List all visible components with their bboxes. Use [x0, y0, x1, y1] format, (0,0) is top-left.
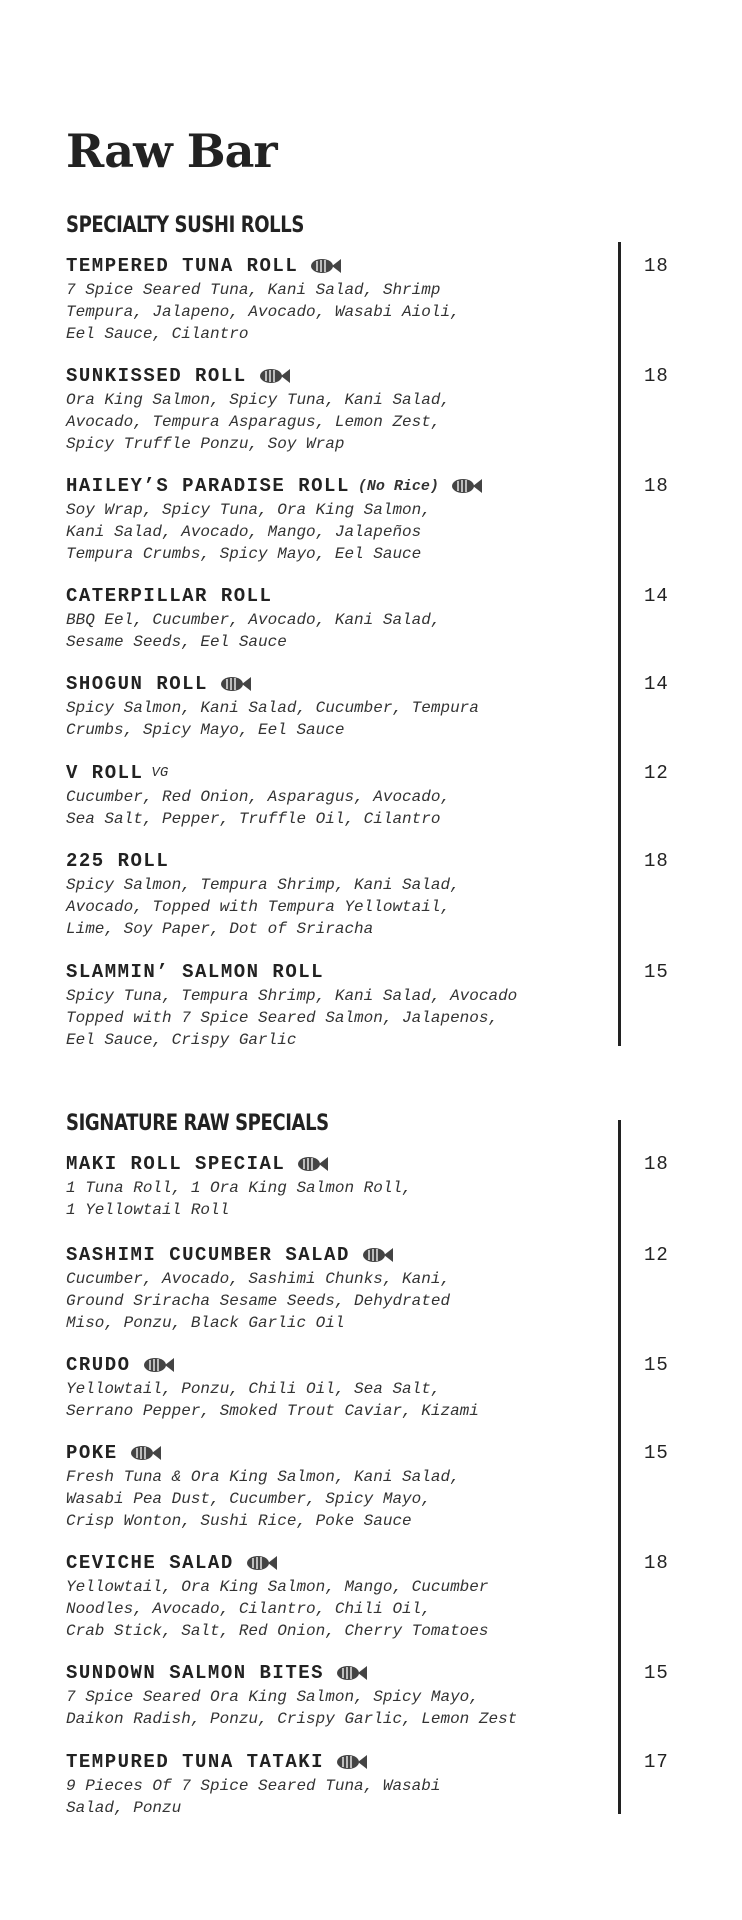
- menu-item: [66, 849, 686, 960]
- item-price: 18: [644, 1153, 669, 1175]
- section-title: SPECIALTY SUSHI ROLLS: [66, 213, 304, 238]
- menu-item: [66, 364, 686, 474]
- item-price: 12: [644, 762, 669, 784]
- item-name: MAKI ROLL SPECIAL: [66, 1153, 286, 1175]
- item-description: BBQ Eel, Cucumber, Avocado, Kani Salad, Sesame Seeds, Eel Sauce: [66, 611, 441, 651]
- fish-icon: [257, 367, 291, 385]
- fish-icon: [244, 1554, 278, 1572]
- menu-item: [66, 254, 686, 364]
- item-name: V ROLL: [66, 762, 144, 784]
- menu-item: [66, 474, 686, 584]
- item-description: Spicy Tuna, Tempura Shrimp, Kani Salad, Avocado Topped with 7 Spice Seared Salmon, Jalapenos, Eel Sauce, Crispy Garlic: [66, 987, 518, 1049]
- item-name: SHOGUN ROLL: [66, 673, 208, 695]
- fish-icon: [334, 1753, 368, 1771]
- item-note: (No Rice): [357, 477, 439, 495]
- item-price: 15: [644, 961, 669, 983]
- item-description: 7 Spice Seared Tuna, Kani Salad, Shrimp Tempura, Jalapeno, Avocado, Wasabi Aioli, Eel Sauce, Cilantro: [66, 281, 460, 343]
- item-description: Soy Wrap, Spicy Tuna, Ora King Salmon, Kani Salad, Avocado, Mango, Jalapeños Tempura Crumbs, Spicy Mayo, Eel Sauce: [66, 501, 431, 563]
- item-price: 15: [644, 1354, 669, 1376]
- menu-item: [66, 584, 686, 672]
- menu-item: [66, 1243, 686, 1353]
- item-description: Cucumber, Avocado, Sashimi Chunks, Kani, Ground Sriracha Sesame Seeds, Dehydrated Miso, Ponzu, Black Garlic Oil: [66, 1270, 451, 1332]
- item-name: 225 ROLL: [66, 850, 170, 872]
- item-name: TEMPURED TUNA TATAKI: [66, 1751, 325, 1773]
- fish-icon: [218, 675, 252, 693]
- item-name: SLAMMIN’ SALMON ROLL: [66, 961, 325, 983]
- menu-item: [66, 761, 686, 849]
- fish-icon: [360, 1246, 394, 1264]
- item-price: 17: [644, 1751, 669, 1773]
- item-description: Ora King Salmon, Spicy Tuna, Kani Salad, Avocado, Tempura Asparagus, Lemon Zest, Spicy Truffle Ponzu, Soy Wrap: [66, 391, 451, 453]
- item-price: 14: [644, 585, 669, 607]
- item-price: 15: [644, 1442, 669, 1464]
- section-title: SIGNATURE RAW SPECIALS: [66, 1111, 329, 1136]
- menu-item: [66, 672, 686, 761]
- item-price: 18: [644, 850, 669, 872]
- item-description: Cucumber, Red Onion, Asparagus, Avocado, Sea Salt, Pepper, Truffle Oil, Cilantro: [66, 788, 451, 828]
- page-title: Raw Bar: [66, 124, 277, 178]
- item-name: SUNDOWN SALMON BITES: [66, 1662, 325, 1684]
- item-name: HAILEY’S PARADISE ROLL: [66, 475, 350, 497]
- fish-icon: [449, 477, 483, 495]
- item-price: 18: [644, 365, 669, 387]
- item-description: 7 Spice Seared Ora King Salmon, Spicy Mayo, Daikon Radish, Ponzu, Crispy Garlic, Lemon Zest: [66, 1688, 518, 1728]
- item-name: SUNKISSED ROLL: [66, 365, 247, 387]
- item-list: [66, 254, 686, 1060]
- fish-icon: [128, 1444, 162, 1462]
- fish-icon: [141, 1356, 175, 1374]
- section-signature-raw-specials: [66, 1110, 686, 1138]
- item-description: 9 Pieces Of 7 Spice Seared Tuna, Wasabi Salad, Ponzu: [66, 1777, 441, 1817]
- item-price: 12: [644, 1244, 669, 1266]
- item-price: 15: [644, 1662, 669, 1684]
- item-price: 14: [644, 673, 669, 695]
- item-price: 18: [644, 255, 669, 277]
- item-description: Yellowtail, Ponzu, Chili Oil, Sea Salt, Serrano Pepper, Smoked Trout Caviar, Kizami: [66, 1380, 479, 1420]
- fish-icon: [308, 257, 342, 275]
- section-specialty-sushi-rolls: [66, 212, 686, 240]
- item-description: Spicy Salmon, Tempura Shrimp, Kani Salad, Avocado, Topped with Tempura Yellowtail, Lime, Soy Paper, Dot of Sriracha: [66, 876, 460, 938]
- fish-icon: [295, 1155, 329, 1173]
- item-name: CRUDO: [66, 1354, 131, 1376]
- vegan-tag: VG: [151, 765, 169, 781]
- item-description: 1 Tuna Roll, 1 Ora King Salmon Roll, 1 Yellowtail Roll: [66, 1179, 412, 1219]
- item-price: 18: [644, 1552, 669, 1574]
- item-description: Fresh Tuna & Ora King Salmon, Kani Salad, Wasabi Pea Dust, Cucumber, Spicy Mayo, Crisp Wonton, Sushi Rice, Poke Sauce: [66, 1468, 460, 1530]
- menu-item: [66, 1661, 686, 1750]
- item-name: CEVICHE SALAD: [66, 1552, 234, 1574]
- fish-icon: [334, 1664, 368, 1682]
- item-description: Spicy Salmon, Kani Salad, Cucumber, Tempura Crumbs, Spicy Mayo, Eel Sauce: [66, 699, 479, 739]
- menu-item: [66, 1750, 686, 1820]
- item-name: POKE: [66, 1442, 118, 1464]
- menu-item: [66, 1152, 686, 1243]
- item-list: [66, 1152, 686, 1820]
- item-description: Yellowtail, Ora King Salmon, Mango, Cucumber Noodles, Avocado, Cilantro, Chili Oil, Crab Stick, Salt, Red Onion, Cherry Tomatoes: [66, 1578, 489, 1640]
- menu-item: [66, 1353, 686, 1441]
- item-name: TEMPERED TUNA ROLL: [66, 255, 299, 277]
- menu-item: [66, 1441, 686, 1551]
- menu-item: [66, 1551, 686, 1661]
- menu-item: [66, 960, 686, 1060]
- item-name: CATERPILLAR ROLL: [66, 585, 273, 607]
- item-name: SASHIMI CUCUMBER SALAD: [66, 1244, 350, 1266]
- item-price: 18: [644, 475, 669, 497]
